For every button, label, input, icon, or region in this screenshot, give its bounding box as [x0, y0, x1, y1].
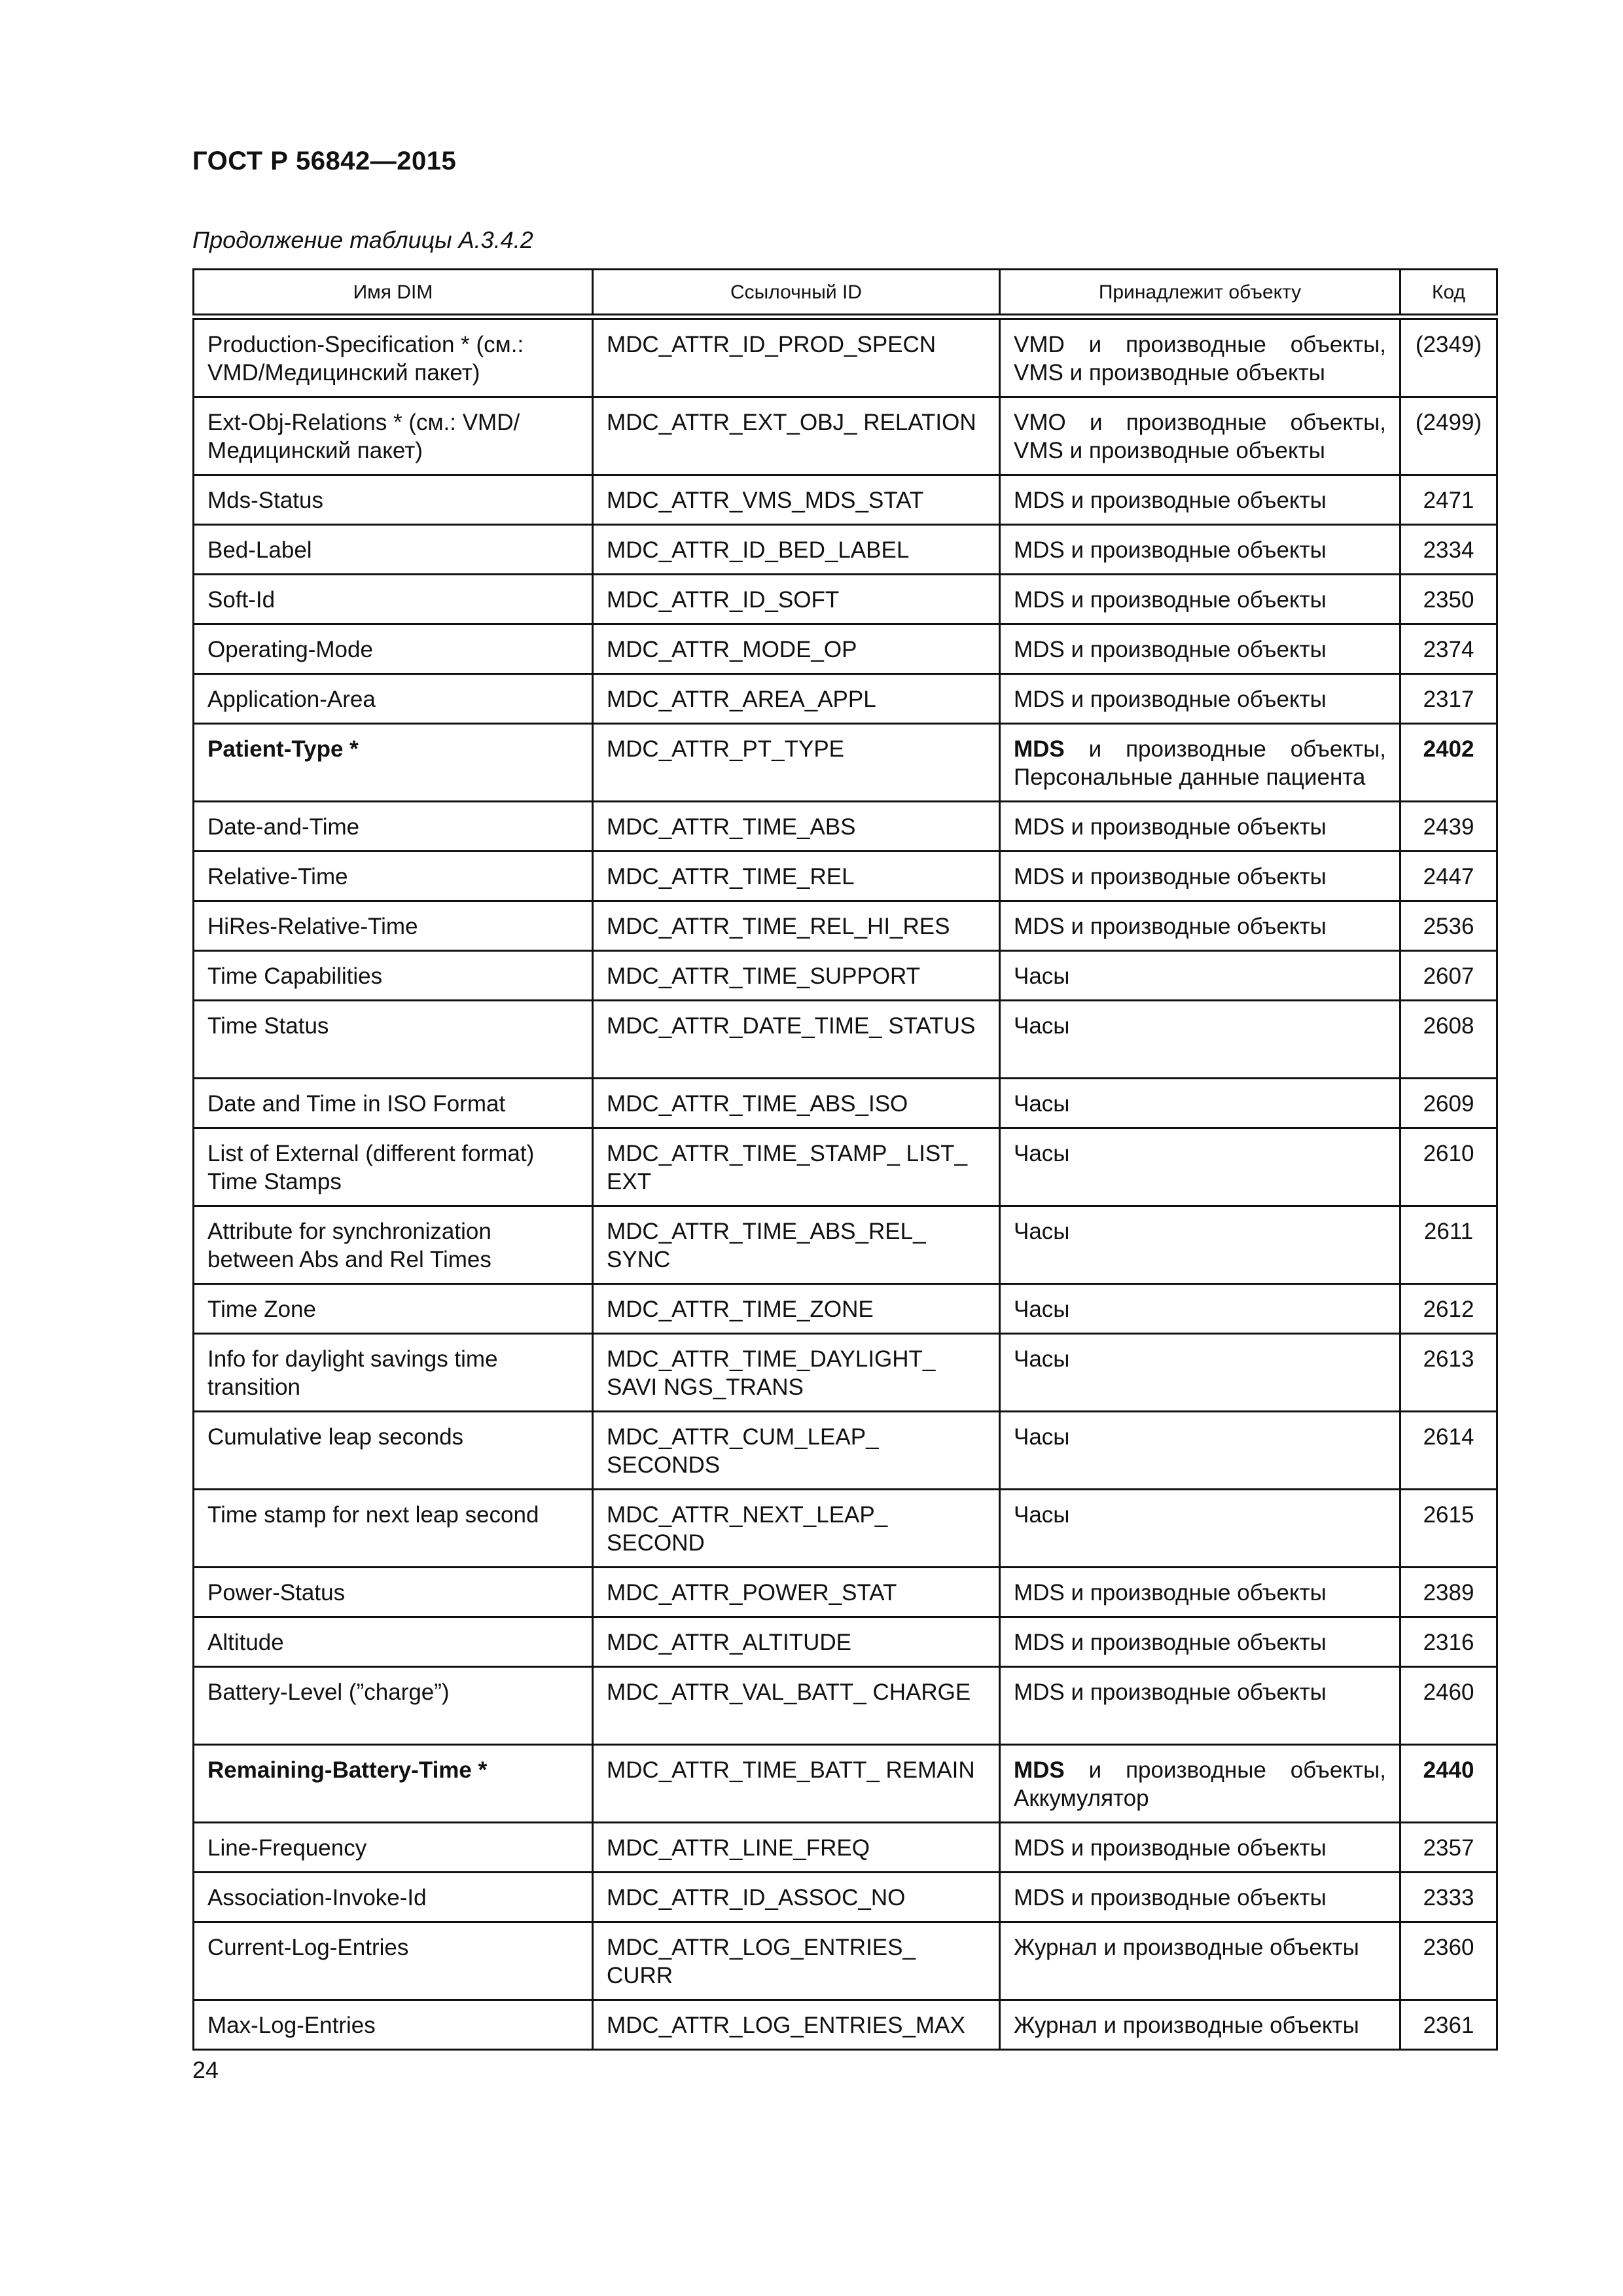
dim-name-cell: Altitude: [194, 1617, 593, 1667]
dim-name-cell: Patient-Type *: [194, 724, 593, 802]
belongs-to-cell: MDS и производные объекты: [1000, 852, 1400, 901]
code-cell: 2361: [1400, 2000, 1497, 2050]
belongs-to-cell: MDS и производные объекты: [1000, 1667, 1400, 1745]
belongs-to-cell: Часы: [1000, 1206, 1400, 1284]
code-cell: 2471: [1400, 475, 1497, 525]
reference-id-cell: MDC_ATTR_VAL_BATT_ CHARGE: [593, 1667, 1000, 1745]
code-cell: 2316: [1400, 1617, 1497, 1667]
dim-name-cell: Time Status: [194, 1001, 593, 1079]
table-row: [194, 397, 1497, 475]
table-header-row: [194, 270, 1497, 317]
dim-name-cell: Power-Status: [194, 1568, 593, 1617]
dim-name-cell: List of External (different format) Time Stamps: [194, 1128, 593, 1206]
code-cell: 2536: [1400, 901, 1497, 951]
reference-id-cell: MDC_ATTR_TIME_REL: [593, 852, 1000, 901]
belongs-to-cell: Журнал и производные объекты: [1000, 1922, 1400, 2000]
belongs-to-cell: Часы: [1000, 951, 1400, 1001]
code-cell: 2357: [1400, 1823, 1497, 1873]
code-cell: 2439: [1400, 802, 1497, 852]
reference-id-cell: MDC_ATTR_TIME_ABS_REL_ SYNC: [593, 1206, 1000, 1284]
belongs-to-cell: Часы: [1000, 1334, 1400, 1412]
dim-name-cell: Max-Log-Entries: [194, 2000, 593, 2050]
reference-id-cell: MDC_ATTR_ID_PROD_SPECN: [593, 317, 1000, 397]
column-header-dim-name: Имя DIM: [194, 270, 593, 317]
table-row: [194, 1490, 1497, 1568]
reference-id-cell: MDC_ATTR_MODE_OP: [593, 624, 1000, 674]
attribute-table: [192, 268, 1498, 2051]
code-cell: 2607: [1400, 951, 1497, 1001]
reference-id-cell: MDC_ATTR_TIME_BATT_ REMAIN: [593, 1745, 1000, 1823]
belongs-to-cell: MDS и производные объекты: [1000, 802, 1400, 852]
table-row: [194, 1334, 1497, 1412]
belongs-to-cell: MDS и производные объекты: [1000, 901, 1400, 951]
dim-name-cell: Mds-Status: [194, 475, 593, 525]
dim-name-cell: Time Capabilities: [194, 951, 593, 1001]
reference-id-cell: MDC_ATTR_LOG_ENTRIES_ CURR: [593, 1922, 1000, 2000]
code-cell: 2615: [1400, 1490, 1497, 1568]
table-caption: Продолжение таблицы А.3.4.2: [192, 226, 533, 253]
dim-name-cell: Time stamp for next leap second: [194, 1490, 593, 1568]
belongs-to-cell: MDS и производные объекты: [1000, 1873, 1400, 1922]
code-cell: 2440: [1400, 1745, 1497, 1823]
belongs-to-cell: Журнал и производные объекты: [1000, 2000, 1400, 2050]
belongs-to-cell: VMD и производные объекты, VMS и производные объекты: [1000, 317, 1400, 397]
reference-id-cell: MDC_ATTR_TIME_DAYLIGHT_ SAVI NGS_TRANS: [593, 1334, 1000, 1412]
reference-id-cell: MDC_ATTR_CUM_LEAP_ SECONDS: [593, 1412, 1000, 1490]
belongs-to-cell: Часы: [1000, 1128, 1400, 1206]
code-cell: 2350: [1400, 575, 1497, 624]
reference-id-cell: MDC_ATTR_TIME_REL_HI_RES: [593, 901, 1000, 951]
belongs-to-cell: MDS и производные объекты: [1000, 674, 1400, 724]
belongs-to-cell: Часы: [1000, 1001, 1400, 1079]
code-cell: 2614: [1400, 1412, 1497, 1490]
code-cell: 2389: [1400, 1568, 1497, 1617]
code-cell: 2360: [1400, 1922, 1497, 2000]
table-row: [194, 724, 1497, 802]
belongs-to-cell: Часы: [1000, 1490, 1400, 1568]
table-row: [194, 951, 1497, 1001]
table-row: [194, 575, 1497, 624]
reference-id-cell: MDC_ATTR_EXT_OBJ_ RELATION: [593, 397, 1000, 475]
belongs-to-bold-prefix: MDS: [1014, 1757, 1065, 1783]
table-row: [194, 1617, 1497, 1667]
reference-id-cell: MDC_ATTR_LINE_FREQ: [593, 1823, 1000, 1873]
code-cell: 2447: [1400, 852, 1497, 901]
dim-name-cell: Relative-Time: [194, 852, 593, 901]
reference-id-cell: MDC_ATTR_TIME_ZONE: [593, 1284, 1000, 1334]
belongs-to-cell: Часы: [1000, 1284, 1400, 1334]
column-header-reference-id: Ссылочный ID: [593, 270, 1000, 317]
dim-name-cell: Ext-Obj-Relations * (см.: VMD/ Медицинский пакет): [194, 397, 593, 475]
table-row: [194, 624, 1497, 674]
dim-name-cell: Current-Log-Entries: [194, 1922, 593, 2000]
table-row: [194, 1079, 1497, 1128]
table-row: [194, 1745, 1497, 1823]
dim-name-cell: Battery-Level (”charge”): [194, 1667, 593, 1745]
belongs-to-cell: MDS и производные объекты: [1000, 1568, 1400, 1617]
dim-name-cell: Attribute for synchronization between Abs and Rel Times: [194, 1206, 593, 1284]
code-cell: 2460: [1400, 1667, 1497, 1745]
reference-id-cell: MDC_ATTR_VMS_MDS_STAT: [593, 475, 1000, 525]
dim-name-cell: Time Zone: [194, 1284, 593, 1334]
reference-id-cell: MDC_ATTR_NEXT_LEAP_ SECOND: [593, 1490, 1000, 1568]
belongs-to-cell: VMO и производные объекты, VMS и производные объекты: [1000, 397, 1400, 475]
code-cell: (2499): [1400, 397, 1497, 475]
table-row: [194, 525, 1497, 575]
code-cell: 2402: [1400, 724, 1497, 802]
column-header-belongs-to: Принадлежит объекту: [1000, 270, 1400, 317]
belongs-to-cell: Часы: [1000, 1079, 1400, 1128]
table-row: [194, 1206, 1497, 1284]
reference-id-cell: MDC_ATTR_PT_TYPE: [593, 724, 1000, 802]
table-row: [194, 1412, 1497, 1490]
table-row: [194, 1667, 1497, 1745]
dim-name-cell: Info for daylight savings time transition: [194, 1334, 593, 1412]
reference-id-cell: MDC_ATTR_TIME_ABS_ISO: [593, 1079, 1000, 1128]
code-cell: 2374: [1400, 624, 1497, 674]
belongs-to-cell: MDS и производные объекты: [1000, 624, 1400, 674]
document-header: ГОСТ Р 56842—2015: [192, 147, 457, 175]
belongs-to-cell: MDS и производные объекты: [1000, 1823, 1400, 1873]
reference-id-cell: MDC_ATTR_POWER_STAT: [593, 1568, 1000, 1617]
reference-id-cell: MDC_ATTR_TIME_ABS: [593, 802, 1000, 852]
table-row: [194, 1284, 1497, 1334]
table-row: [194, 2000, 1497, 2050]
code-cell: 2610: [1400, 1128, 1497, 1206]
belongs-to-cell: MDS и производные объекты: [1000, 525, 1400, 575]
dim-name-cell: Soft-Id: [194, 575, 593, 624]
table-row: [194, 852, 1497, 901]
reference-id-cell: MDC_ATTR_LOG_ENTRIES_MAX: [593, 2000, 1000, 2050]
reference-id-cell: MDC_ATTR_TIME_SUPPORT: [593, 951, 1000, 1001]
reference-id-cell: MDC_ATTR_ID_SOFT: [593, 575, 1000, 624]
belongs-to-cell: MDS и производные объекты: [1000, 575, 1400, 624]
reference-id-cell: MDC_ATTR_ALTITUDE: [593, 1617, 1000, 1667]
belongs-to-text: и производные объекты, Аккумулятор: [1014, 1757, 1386, 1811]
code-cell: 2609: [1400, 1079, 1497, 1128]
dim-name-cell: Date-and-Time: [194, 802, 593, 852]
column-header-code: Код: [1400, 270, 1497, 317]
table-row: [194, 317, 1497, 397]
reference-id-cell: MDC_ATTR_ID_ASSOC_NO: [593, 1873, 1000, 1922]
belongs-to-cell: [1000, 1745, 1400, 1823]
reference-id-cell: MDC_ATTR_ID_BED_LABEL: [593, 525, 1000, 575]
belongs-to-cell: MDS и производные объекты: [1000, 1617, 1400, 1667]
table-row: [194, 1873, 1497, 1922]
reference-id-cell: MDC_ATTR_TIME_STAMP_ LIST_ EXT: [593, 1128, 1000, 1206]
dim-name-cell: Production-Specification * (см.: VMD/Медицинский пакет): [194, 317, 593, 397]
belongs-to-cell: Часы: [1000, 1412, 1400, 1490]
code-cell: 2317: [1400, 674, 1497, 724]
code-cell: 2612: [1400, 1284, 1497, 1334]
dim-name-cell: Cumulative leap seconds: [194, 1412, 593, 1490]
code-cell: 2608: [1400, 1001, 1497, 1079]
belongs-to-cell: [1000, 724, 1400, 802]
table-row: [194, 475, 1497, 525]
dim-name-cell: Association-Invoke-Id: [194, 1873, 593, 1922]
belongs-to-cell: MDS и производные объекты: [1000, 475, 1400, 525]
code-cell: 2613: [1400, 1334, 1497, 1412]
table-row: [194, 901, 1497, 951]
reference-id-cell: MDC_ATTR_DATE_TIME_ STATUS: [593, 1001, 1000, 1079]
dim-name-cell: Application-Area: [194, 674, 593, 724]
dim-name-cell: Bed-Label: [194, 525, 593, 575]
code-cell: 2611: [1400, 1206, 1497, 1284]
belongs-to-bold-prefix: MDS: [1014, 736, 1065, 762]
table-row: [194, 1823, 1497, 1873]
dim-name-cell: Date and Time in ISO Format: [194, 1079, 593, 1128]
dim-name-cell: HiRes-Relative-Time: [194, 901, 593, 951]
reference-id-cell: MDC_ATTR_AREA_APPL: [593, 674, 1000, 724]
dim-name-cell: Operating-Mode: [194, 624, 593, 674]
code-cell: 2334: [1400, 525, 1497, 575]
table-row: [194, 1001, 1497, 1079]
table-row: [194, 802, 1497, 852]
table-row: [194, 1568, 1497, 1617]
table-row: [194, 674, 1497, 724]
belongs-to-text: и производные объекты, Персональные данные пациента: [1014, 736, 1386, 790]
dim-name-cell: Line-Frequency: [194, 1823, 593, 1873]
code-cell: 2333: [1400, 1873, 1497, 1922]
page-number: 24: [192, 2056, 219, 2083]
table-row: [194, 1922, 1497, 2000]
code-cell: (2349): [1400, 317, 1497, 397]
table-row: [194, 1128, 1497, 1206]
dim-name-cell: Remaining-Battery-Time *: [194, 1745, 593, 1823]
